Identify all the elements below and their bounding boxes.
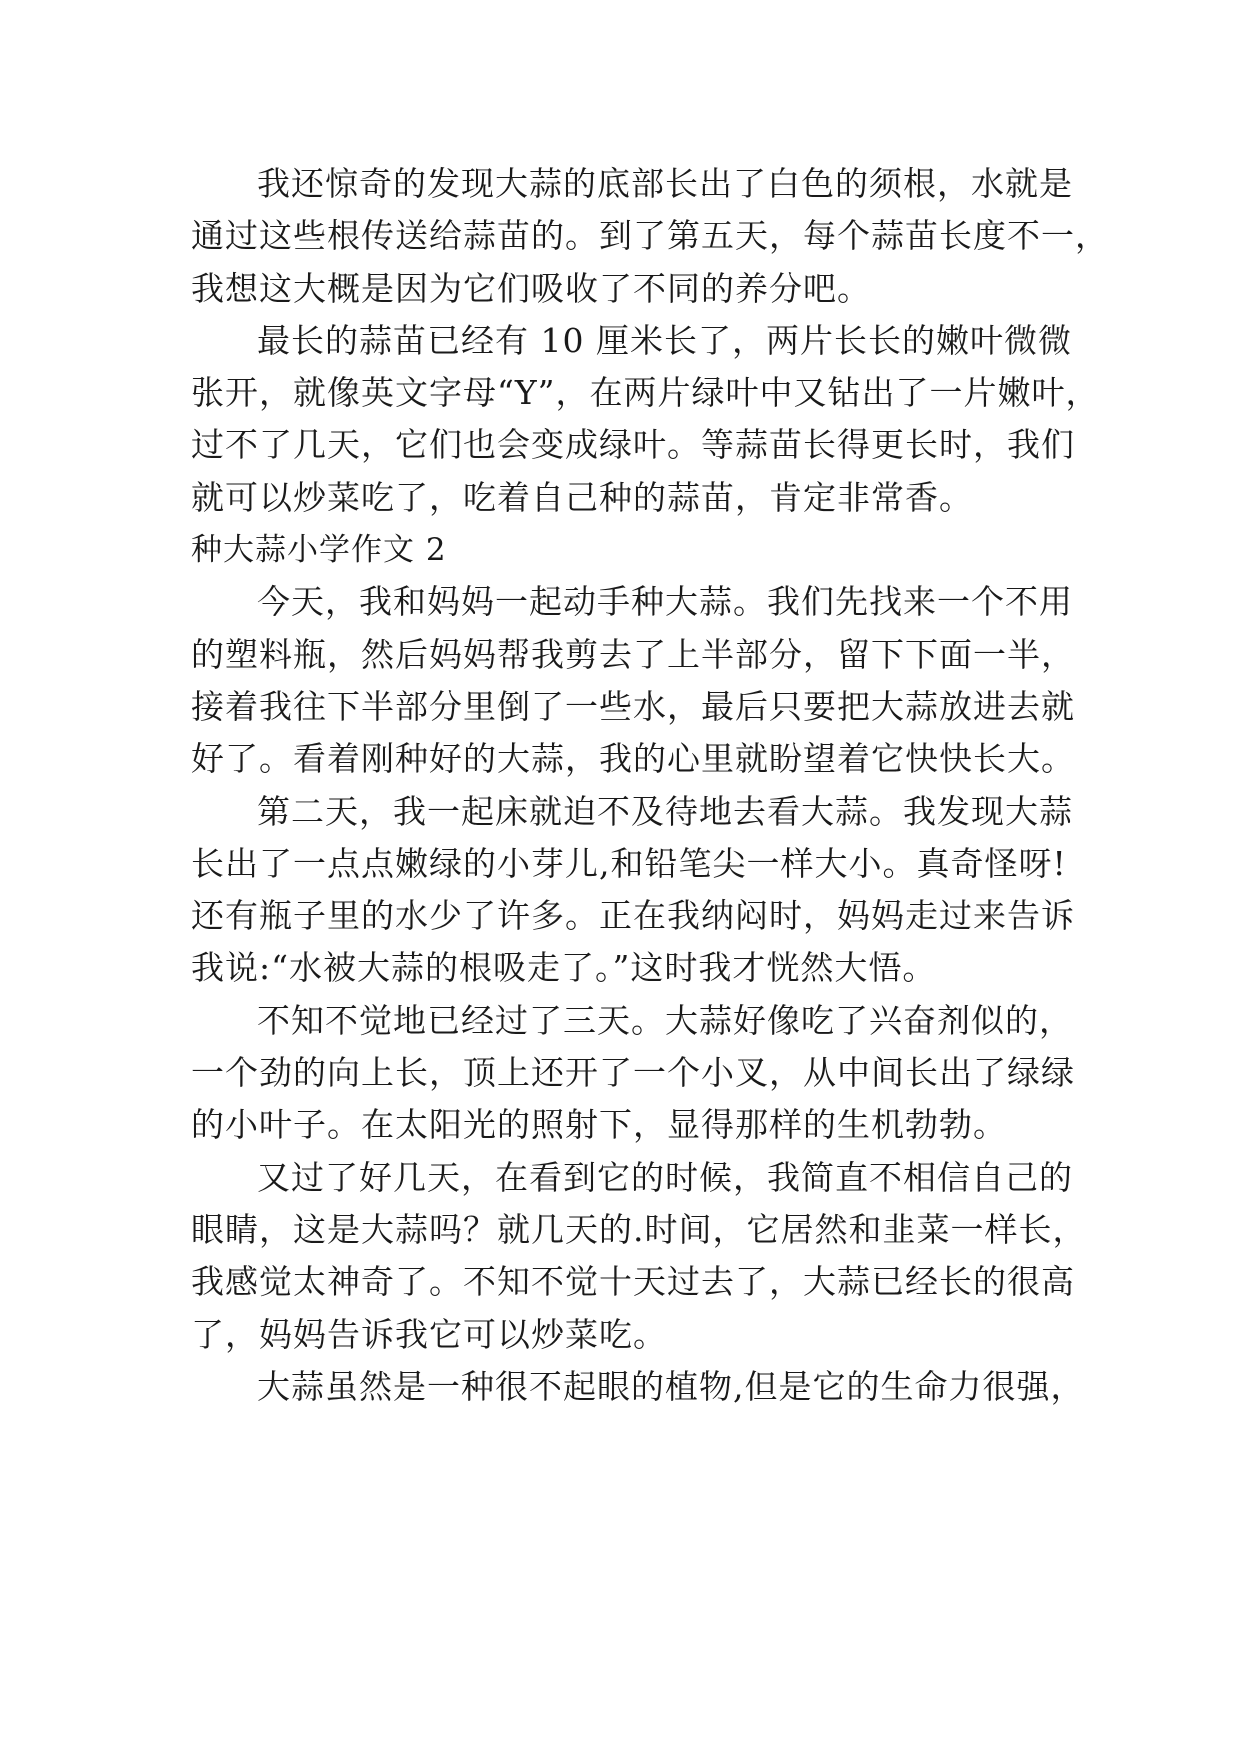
text-line: 长出了一点点嫩绿的小芽儿,和铅笔尖一样大小。真奇怪呀!	[191, 843, 1067, 883]
text-line: 我想这大概是因为它们吸收了不同的养分吧。	[191, 268, 871, 308]
text-line: 我还惊奇的发现大蒜的底部长出了白色的须根，水就是	[257, 164, 1073, 203]
text-line: 我说:“水被大蒜的根吸走了。”这时我才恍然大悟。	[191, 948, 937, 988]
text-line: 一个劲的向上长，顶上还开了一个小叉，从中间长出了绿绿	[191, 1053, 1075, 1093]
text-line: 最长的蒜苗已经有 10 厘米长了，两片长长的嫩叶微微	[257, 320, 1072, 360]
text-line: 就可以炒菜吃了，吃着自己种的蒜苗，肯定非常香。	[191, 477, 973, 517]
text-line: 接着我往下半部分里倒了一些水，最后只要把大蒜放进去就	[191, 686, 1075, 726]
section-heading: 种大蒜小学作文 2	[191, 532, 447, 569]
text-line: 眼睛，这是大蒜吗？就几天的.时间，它居然和韭菜一样长，	[191, 1209, 1087, 1249]
text-line: 通过这些根传送给蒜苗的。到了第五天，每个蒜苗长度不一，	[191, 216, 1109, 256]
text-line: 的塑料瓶，然后妈妈帮我剪去了上半部分，留下下面一半，	[191, 634, 1075, 674]
text-line: 好了。看着刚种好的大蒜，我的心里就盼望着它快快长大。	[191, 739, 1075, 779]
text-line: 不知不觉地已经过了三天。大蒜好像吃了兴奋剂似的，	[257, 1000, 1073, 1040]
text-line: 的小叶子。在太阳光的照射下，显得那样的生机勃勃。	[191, 1105, 1007, 1145]
text-line: 了，妈妈告诉我它可以炒菜吃。	[191, 1314, 667, 1354]
text-line: 大蒜虽然是一种很不起眼的植物,但是它的生命力很强，	[257, 1366, 1085, 1406]
document-body	[191, 158, 1109, 1413]
text-line: 我感觉太神奇了。不知不觉十天过去了，大蒜已经长的很高	[191, 1262, 1075, 1302]
text-line: 今天，我和妈妈一起动手种大蒜。我们先找来一个不用	[257, 582, 1073, 622]
text-line: 还有瓶子里的水少了许多。正在我纳闷时，妈妈走过来告诉	[191, 896, 1075, 936]
text-line: 过不了几天，它们也会变成绿叶。等蒜苗长得更长时，我们	[191, 425, 1075, 465]
text-line: 第二天，我一起床就迫不及待地去看大蒜。我发现大蒜	[257, 791, 1073, 831]
text-line: 又过了好几天，在看到它的时候，我简直不相信自己的	[257, 1157, 1073, 1197]
text-line: 张开，就像英文字母“Y”，在两片绿叶中又钻出了一片嫩叶，	[191, 373, 1100, 413]
